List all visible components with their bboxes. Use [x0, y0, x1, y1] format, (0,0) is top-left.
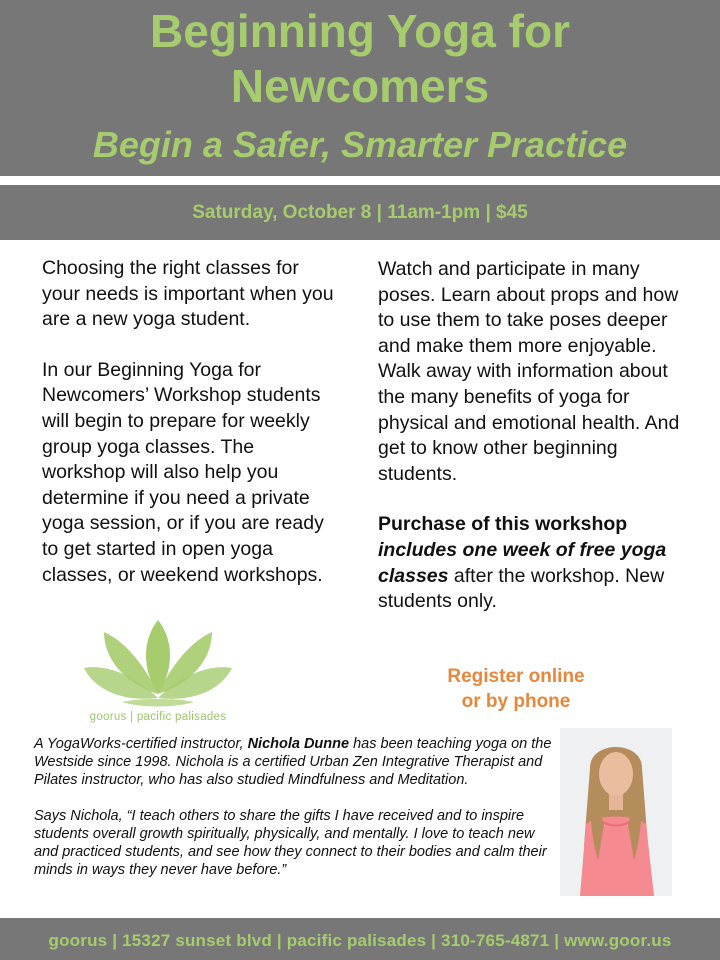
logo-caption: goorus | pacific palisades [89, 711, 227, 723]
instructor-bio [34, 735, 554, 879]
instructor-photo [560, 728, 672, 896]
purchase-rest: after the workshop. New students only. [378, 564, 665, 613]
bio-intro [34, 735, 554, 789]
instructor-quote: Says Nichola, “I teach others to share the gifts I have received and to inspire students overall growth spiritually, physically, and mentally. I love to teach new and practiced students, and see how they connect to their bodies and calm their minds in ways they never have before.” [34, 808, 547, 878]
left-column [42, 256, 342, 588]
title-line-2: Newcomers [230, 60, 490, 112]
page-subtitle: Begin a Safer, Smarter Practice [92, 124, 628, 165]
activities-paragraph: Watch and participate in many poses. Learn about props and how to use them to take poses deeper and make them more enjoyable. Walk away with information about the many benefits of yoga for physical and emotional health. And get to know other beginning students. [378, 258, 680, 485]
bio-intro-after: has been teaching yoga on the Westside since 1998. Nichola is a certified Urban Zen Integrative Therapist and Pilates instructor, who has also studied Mindfulness and Meditation. [34, 736, 552, 788]
title-line-1: Beginning Yoga for [150, 5, 570, 57]
bio-intro-before: A YogaWorks-certified instructor, [34, 736, 248, 752]
right-column [378, 257, 698, 615]
footer-contact: goorus | 15327 sunset blvd | pacific palisades | 310-765-4871 | www.goor.us [48, 931, 672, 950]
lotus-icon [82, 618, 234, 710]
workshop-paragraph: In our Beginning Yoga for Newcomers’ Workshop students will begin to prepare for weekly group yoga classes. The workshop will also help you determine if you need a private yoga session, or if you are ready to get started in open yoga classes, or weekend workshops. [42, 358, 324, 586]
instructor-name: Nichola Dunne [247, 736, 350, 752]
register-line-1: Register online [447, 666, 585, 687]
register-call-to-action [410, 664, 622, 714]
page-title [0, 4, 720, 114]
event-details: Saturday, October 8 | 11am-1pm | $45 [192, 202, 528, 223]
purchase-bold: Purchase of this workshop [378, 513, 628, 536]
purchase-bold-italic: includes one week of free yoga classes [378, 538, 667, 587]
purchase-paragraph [378, 512, 698, 614]
intro-paragraph: Choosing the right classes for your needs is important when you are a new yoga student. [42, 257, 334, 331]
register-line-2: or by phone [461, 691, 571, 712]
